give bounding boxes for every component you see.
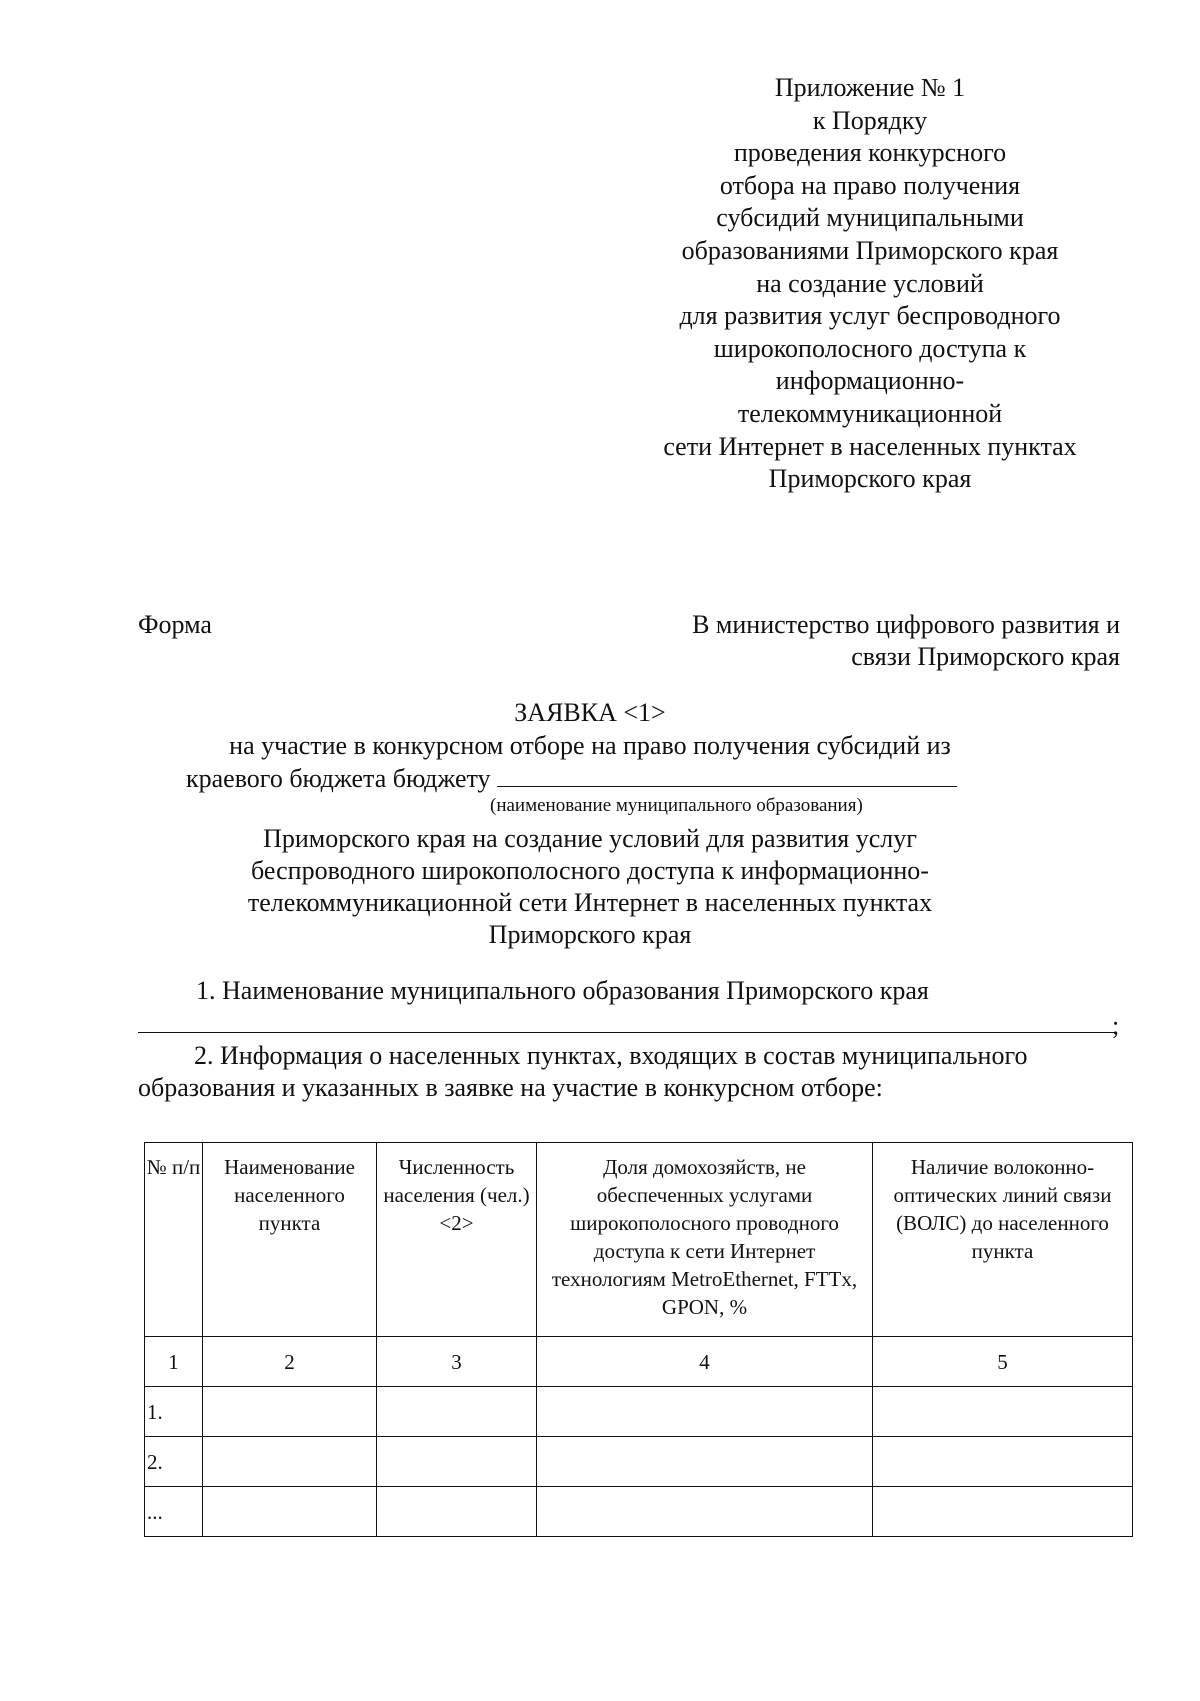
- table-cell[interactable]: [537, 1437, 873, 1487]
- application-subtitle-text: краевого бюджета бюджету: [186, 764, 491, 793]
- blank-caption: (наименование муниципального образования): [490, 795, 863, 816]
- appendix-line: субсидий муниципальными: [716, 203, 1024, 233]
- addressee-line: связи Приморского края: [851, 642, 1120, 671]
- table-cell[interactable]: [537, 1387, 873, 1437]
- appendix-line: для развития услуг беспроводного: [679, 301, 1061, 331]
- appendix-header: [640, 72, 1100, 496]
- column-header-fiber-lines: Наличие волоконно-оптических линий связи (ВОЛС) до населенного пункта: [873, 1143, 1133, 1337]
- row-index: 1.: [145, 1387, 203, 1437]
- table-row: [145, 1437, 1133, 1487]
- table-cell[interactable]: [537, 1487, 873, 1537]
- application-title-block: [140, 696, 1040, 951]
- title-rest-line: телекоммуникационной сети Интернет в населенных пунктах: [247, 888, 933, 917]
- table-cell[interactable]: [873, 1387, 1133, 1437]
- table-cell[interactable]: [203, 1387, 377, 1437]
- municipality-name-blank[interactable]: [497, 762, 957, 787]
- column-number: 1: [145, 1337, 203, 1387]
- table-row: [145, 1487, 1133, 1537]
- table-cell[interactable]: [203, 1437, 377, 1487]
- addressee-line: В министерство цифрового развития и: [692, 610, 1120, 639]
- appendix-line: проведения конкурсного: [733, 138, 1007, 168]
- settlements-table: [144, 1142, 1133, 1537]
- appendix-line: образованиями Приморского края: [681, 235, 1059, 265]
- appendix-line: отбора на право получения: [719, 170, 1021, 200]
- application-title: ЗАЯВКА <1>: [514, 698, 666, 727]
- column-number: 3: [377, 1337, 537, 1387]
- column-header-population: Численность населения (чел.) <2>: [377, 1143, 537, 1337]
- item-2-line: 2. Информация о населенных пунктах, входящих в состав муниципального: [194, 1041, 1028, 1070]
- item-1-blank-line[interactable]: [138, 1032, 1114, 1033]
- appendix-line: на создание условий: [756, 268, 984, 298]
- appendix-line: широкополосного доступа к: [713, 333, 1027, 363]
- column-number: 2: [203, 1337, 377, 1387]
- addressee: [600, 609, 1120, 673]
- application-subtitle-line: на участие в конкурсном отборе на право получения субсидий из: [229, 731, 951, 760]
- column-header-number: № п/п: [145, 1143, 203, 1337]
- application-subtitle-line-with-blank: [140, 762, 1040, 795]
- title-rest-line: Приморского края на создание условий для развития услуг: [263, 824, 917, 853]
- item-2-paragraph: [138, 1040, 1118, 1104]
- table-cell[interactable]: [377, 1487, 537, 1537]
- table-cell[interactable]: [377, 1387, 537, 1437]
- column-number: 5: [873, 1337, 1133, 1387]
- application-title-rest: [140, 823, 1040, 951]
- column-header-settlement: Наименование населенного пункта: [203, 1143, 377, 1337]
- row-index: 2.: [145, 1437, 203, 1487]
- appendix-line: телекоммуникационной: [737, 398, 1003, 428]
- table-cell[interactable]: [873, 1437, 1133, 1487]
- form-label: Форма: [138, 610, 212, 639]
- item-2-line: образования и указанных в заявке на участие в конкурсном отборе:: [138, 1073, 883, 1102]
- appendix-line: информационно-: [775, 366, 965, 396]
- column-number: 4: [537, 1337, 873, 1387]
- item-1-end-mark: ;: [1112, 1011, 1120, 1040]
- table-row: [145, 1387, 1133, 1437]
- row-index: ...: [145, 1487, 203, 1537]
- item-1-text: 1. Наименование муниципального образования Приморского края: [196, 976, 929, 1005]
- title-rest-line: беспроводного широкополосного доступа к информационно-: [251, 856, 929, 885]
- table-column-numbers-row: [145, 1337, 1133, 1387]
- appendix-line: к Порядку: [812, 105, 928, 135]
- table-cell[interactable]: [377, 1437, 537, 1487]
- table-cell[interactable]: [873, 1487, 1133, 1537]
- appendix-line: сети Интернет в населенных пунктах: [663, 431, 1077, 461]
- table-header-row: [145, 1143, 1133, 1337]
- table-cell[interactable]: [203, 1487, 377, 1537]
- title-rest-line: Приморского края: [488, 920, 692, 949]
- appendix-line: Приморского края: [768, 464, 972, 494]
- column-header-households-share: Доля домохозяйств, не обеспеченных услугами широкополосного проводного доступа к сети Интернет технологиям MetroEthernet, FTTx, GPON, %: [537, 1143, 873, 1337]
- appendix-line: Приложение № 1: [774, 73, 966, 102]
